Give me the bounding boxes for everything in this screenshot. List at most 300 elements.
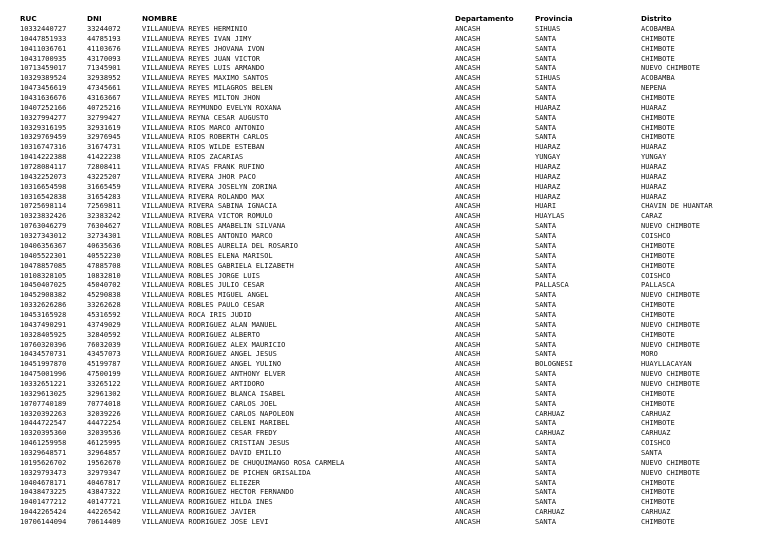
nombre-cell: VILLANUEVA RIOS ROBERTH CARLOS — [142, 133, 269, 142]
table-row — [0, 400, 768, 410]
dni-cell: 40147721 — [87, 498, 121, 507]
table-row — [0, 74, 768, 84]
table-row — [0, 232, 768, 242]
dni-cell: 33265122 — [87, 379, 121, 388]
dni-cell: 43749029 — [87, 320, 121, 329]
nombre-cell: VILLANUEVA RIOS MARCO ANTONIO — [142, 123, 265, 132]
distrito-cell: PALLASCA — [641, 281, 675, 290]
ruc-cell: 10706144094 — [20, 518, 67, 526]
departamento-cell: ANCASH — [455, 478, 481, 487]
nombre-cell: VILLANUEVA ROBLES AURELIA DEL ROSARIO — [142, 241, 298, 250]
departamento-cell: ANCASH — [455, 518, 481, 526]
provincia-cell: YUNGAY — [535, 153, 561, 162]
departamento-cell: ANCASH — [455, 34, 481, 43]
distrito-cell: ACOBAMBA — [641, 74, 675, 83]
table-row — [0, 341, 768, 351]
departamento-cell: ANCASH — [455, 64, 481, 73]
nombre-cell: VILLANUEVA REYES LUIS ARMANDO — [142, 64, 265, 73]
dni-cell: 32039226 — [87, 409, 121, 418]
departamento-cell: ANCASH — [455, 508, 481, 517]
provincia-cell: BOLOGNESI — [535, 360, 573, 369]
nombre-cell: VILLANUEVA ROBLES GABRIELA ELIZABETH — [142, 261, 294, 270]
nombre-cell: VILLANUEVA RIVERA ROLANDO MAX — [142, 192, 265, 201]
departamento-cell: ANCASH — [455, 281, 481, 290]
provincia-cell: SANTA — [535, 399, 557, 408]
nombre-cell: VILLANUEVA REYES HERMINIO — [142, 25, 248, 33]
ruc-cell: 10329648571 — [20, 448, 67, 457]
ruc-cell: 10323832426 — [20, 212, 67, 221]
departamento-cell: ANCASH — [455, 182, 481, 191]
ruc-cell: 10320395360 — [20, 429, 67, 438]
dni-cell: 19562670 — [87, 458, 121, 467]
ruc-cell: 10327343012 — [20, 232, 67, 241]
ruc-cell: 10713459017 — [20, 64, 67, 73]
provincia-cell: SANTA — [535, 34, 557, 43]
distrito-cell: COISHCO — [641, 271, 671, 280]
provincia-cell: SIHUAS — [535, 74, 561, 83]
departamento-cell: ANCASH — [455, 172, 481, 181]
provincia-cell: SANTA — [535, 261, 557, 270]
table-row — [0, 508, 768, 518]
ruc-cell: 10329793473 — [20, 468, 67, 477]
departamento-cell: ANCASH — [455, 241, 481, 250]
column-header-departamento: Departamento — [455, 14, 514, 23]
departamento-cell: ANCASH — [455, 389, 481, 398]
ruc-cell: 10327994277 — [20, 113, 67, 122]
column-header-ruc: RUC — [20, 14, 37, 23]
dni-cell: 44226542 — [87, 508, 121, 517]
table-row — [0, 281, 768, 291]
dni-cell: 40467817 — [87, 478, 121, 487]
ruc-cell: 10434570731 — [20, 350, 67, 359]
distrito-cell: CHIMBOTE — [641, 488, 675, 497]
table-row — [0, 380, 768, 390]
nombre-cell: VILLANUEVA RIOS WILDE ESTEBAN — [142, 143, 265, 152]
distrito-cell: CHIMBOTE — [641, 123, 675, 132]
departamento-cell: ANCASH — [455, 133, 481, 142]
nombre-cell: VILLANUEVA RODRIGUEZ CRISTIAN JESUS — [142, 439, 290, 448]
dni-cell: 32734301 — [87, 232, 121, 241]
table-row — [0, 173, 768, 183]
distrito-cell: CHIMBOTE — [641, 251, 675, 260]
nombre-cell: VILLANUEVA ROBLES JULIO CESAR — [142, 281, 265, 290]
provincia-cell: SANTA — [535, 340, 557, 349]
provincia-cell: SANTA — [535, 310, 557, 319]
table-row — [0, 390, 768, 400]
ruc-cell: 10108328105 — [20, 271, 67, 280]
dni-cell: 47345661 — [87, 84, 121, 93]
distrito-cell: CARHUAZ — [641, 508, 671, 517]
ruc-cell: 10707740189 — [20, 399, 67, 408]
nombre-cell: VILLANUEVA REYES MILTON JHON — [142, 94, 261, 103]
table-header — [0, 14, 768, 24]
provincia-cell: SANTA — [535, 478, 557, 487]
provincia-cell: SANTA — [535, 291, 557, 300]
dni-cell: 32799427 — [87, 113, 121, 122]
nombre-cell: VILLANUEVA RIVERA VICTOR ROMULO — [142, 212, 273, 221]
provincia-cell: SANTA — [535, 44, 557, 53]
distrito-cell: YUNGAY — [641, 153, 667, 162]
provincia-cell: SANTA — [535, 468, 557, 477]
dni-cell: 31674731 — [87, 143, 121, 152]
distrito-cell: CHIMBOTE — [641, 399, 675, 408]
ruc-cell: 10320392263 — [20, 409, 67, 418]
ruc-cell: 10316747316 — [20, 143, 67, 152]
ruc-cell: 10407252166 — [20, 103, 67, 112]
departamento-cell: ANCASH — [455, 192, 481, 201]
distrito-cell: CARHUAZ — [641, 429, 671, 438]
nombre-cell: VILLANUEVA REYES IVAN JIMY — [142, 34, 252, 43]
dni-cell: 70614409 — [87, 518, 121, 526]
ruc-cell: 10473456619 — [20, 84, 67, 93]
distrito-cell: CHIMBOTE — [641, 330, 675, 339]
table-row — [0, 360, 768, 370]
nombre-cell: VILLANUEVA ROBLES MIGUEL ANGEL — [142, 291, 269, 300]
distrito-cell: HUAYLLACAYAN — [641, 360, 692, 369]
distrito-cell: NUEVO CHIMBOTE — [641, 222, 701, 231]
dni-cell: 76032039 — [87, 340, 121, 349]
departamento-cell: ANCASH — [455, 458, 481, 467]
nombre-cell: VILLANUEVA RIOS ZACARIAS — [142, 153, 244, 162]
distrito-cell: HUARAZ — [641, 163, 667, 172]
table-row — [0, 45, 768, 55]
table-row — [0, 301, 768, 311]
table-row — [0, 321, 768, 331]
distrito-cell: NEPEÑA — [641, 84, 667, 93]
departamento-cell: ANCASH — [455, 54, 481, 63]
table-row — [0, 143, 768, 153]
column-header-provincia: Provincia — [535, 14, 573, 23]
ruc-cell: 10475001996 — [20, 370, 67, 379]
nombre-cell: VILLANUEVA RODRIGUEZ ALAN MANUEL — [142, 320, 277, 329]
ruc-cell: 10432252073 — [20, 172, 67, 181]
ruc-cell: 10328405925 — [20, 330, 67, 339]
ruc-cell: 10414222388 — [20, 153, 67, 162]
departamento-cell: ANCASH — [455, 448, 481, 457]
distrito-cell: CHIMBOTE — [641, 419, 675, 428]
provincia-cell: HUARAZ — [535, 163, 561, 172]
departamento-cell: ANCASH — [455, 409, 481, 418]
table-row — [0, 439, 768, 449]
ruc-cell: 10195626702 — [20, 458, 67, 467]
table-row — [0, 222, 768, 232]
provincia-cell: SANTA — [535, 64, 557, 73]
distrito-cell: CHIMBOTE — [641, 498, 675, 507]
provincia-cell: SANTA — [535, 448, 557, 457]
departamento-cell: ANCASH — [455, 94, 481, 103]
nombre-cell: VILLANUEVA RODRIGUEZ DE CHUQUIMANGO ROSA CARMELA — [142, 458, 345, 467]
departamento-cell: ANCASH — [455, 379, 481, 388]
nombre-cell: VILLANUEVA REYES JUAN VICTOR — [142, 54, 261, 63]
dni-cell: 32964857 — [87, 448, 121, 457]
table-row — [0, 488, 768, 498]
provincia-cell: SANTA — [535, 389, 557, 398]
nombre-cell: VILLANUEVA REYES JHOVANA IVON — [142, 44, 265, 53]
departamento-cell: ANCASH — [455, 163, 481, 172]
dni-cell: 45316592 — [87, 310, 121, 319]
table-row — [0, 55, 768, 65]
column-header-distrito: Distrito — [641, 14, 672, 23]
distrito-cell: COISHCO — [641, 232, 671, 241]
table-row — [0, 94, 768, 104]
provincia-cell: SANTA — [535, 301, 557, 310]
provincia-cell: HUARAZ — [535, 103, 561, 112]
table-row — [0, 410, 768, 420]
departamento-cell: ANCASH — [455, 251, 481, 260]
distrito-cell: SANTA — [641, 448, 663, 457]
dni-cell: 31665459 — [87, 182, 121, 191]
ruc-cell: 10447851933 — [20, 34, 67, 43]
departamento-cell: ANCASH — [455, 143, 481, 152]
departamento-cell: ANCASH — [455, 84, 481, 93]
distrito-cell: NUEVO CHIMBOTE — [641, 468, 701, 477]
distrito-cell: NUEVO CHIMBOTE — [641, 320, 701, 329]
departamento-cell: ANCASH — [455, 74, 481, 83]
provincia-cell: HUAYLAS — [535, 212, 565, 221]
distrito-cell: CHIMBOTE — [641, 261, 675, 270]
ruc-cell: 10452908382 — [20, 291, 67, 300]
dni-cell: 32931619 — [87, 123, 121, 132]
provincia-cell: SANTA — [535, 518, 557, 526]
nombre-cell: VILLANUEVA RIVERA SABINA IGNACIA — [142, 202, 277, 211]
nombre-cell: VILLANUEVA RODRIGUEZ CELENI MARIBEL — [142, 419, 290, 428]
provincia-cell: SANTA — [535, 232, 557, 241]
table-row — [0, 252, 768, 262]
table-row — [0, 311, 768, 321]
nombre-cell: VILLANUEVA RODRIGUEZ ALEX MAURICIO — [142, 340, 286, 349]
ruc-cell: 10451997870 — [20, 360, 67, 369]
provincia-cell: PALLASCA — [535, 281, 569, 290]
provincia-cell: SANTA — [535, 241, 557, 250]
dni-cell: 43457073 — [87, 350, 121, 359]
provincia-cell: SANTA — [535, 84, 557, 93]
table-row — [0, 331, 768, 341]
table-row — [0, 153, 768, 163]
departamento-cell: ANCASH — [455, 44, 481, 53]
departamento-cell: ANCASH — [455, 419, 481, 428]
ruc-cell: 10431636676 — [20, 94, 67, 103]
column-header-dni: DNI — [87, 14, 102, 23]
dni-cell: 44785193 — [87, 34, 121, 43]
table-row — [0, 64, 768, 74]
table-row — [0, 459, 768, 469]
departamento-cell: ANCASH — [455, 261, 481, 270]
table-row — [0, 429, 768, 439]
provincia-cell: SANTA — [535, 94, 557, 103]
departamento-cell: ANCASH — [455, 429, 481, 438]
table-row — [0, 291, 768, 301]
table-row — [0, 370, 768, 380]
provincia-cell: SIHUAS — [535, 25, 561, 33]
distrito-cell: HUARAZ — [641, 182, 667, 191]
ruc-cell: 10316542838 — [20, 192, 67, 201]
provincia-cell: SANTA — [535, 123, 557, 132]
nombre-cell: VILLANUEVA RODRIGUEZ HECTOR FERNANDO — [142, 488, 294, 497]
dni-cell: 10832810 — [87, 271, 121, 280]
departamento-cell: ANCASH — [455, 271, 481, 280]
table-row — [0, 35, 768, 45]
dni-cell: 33262628 — [87, 301, 121, 310]
dni-cell: 40635636 — [87, 241, 121, 250]
dni-cell: 47885708 — [87, 261, 121, 270]
table-row — [0, 25, 768, 35]
distrito-cell: CHIMBOTE — [641, 478, 675, 487]
table-row — [0, 202, 768, 212]
ruc-cell: 10411036761 — [20, 44, 67, 53]
provincia-cell: CARHUAZ — [535, 409, 565, 418]
distrito-cell: CHAVIN DE HUANTAR — [641, 202, 713, 211]
nombre-cell: VILLANUEVA ROBLES ELENA MARISOL — [142, 251, 273, 260]
ruc-cell: 10760320396 — [20, 340, 67, 349]
dni-cell: 70774018 — [87, 399, 121, 408]
provincia-cell: HUARI — [535, 202, 557, 211]
provincia-cell: HUARAZ — [535, 192, 561, 201]
dni-cell: 43225207 — [87, 172, 121, 181]
table-row — [0, 212, 768, 222]
departamento-cell: ANCASH — [455, 488, 481, 497]
dni-cell: 43163667 — [87, 94, 121, 103]
ruc-cell: 10329316195 — [20, 123, 67, 132]
distrito-cell: CHIMBOTE — [641, 44, 675, 53]
departamento-cell: ANCASH — [455, 468, 481, 477]
dni-cell: 45199787 — [87, 360, 121, 369]
table-row — [0, 84, 768, 94]
departamento-cell: ANCASH — [455, 310, 481, 319]
distrito-cell: CHIMBOTE — [641, 113, 675, 122]
nombre-cell: VILLANUEVA RODRIGUEZ ANTHONY ELVER — [142, 370, 286, 379]
table-row — [0, 479, 768, 489]
dni-cell: 33244072 — [87, 25, 121, 33]
provincia-cell: SANTA — [535, 458, 557, 467]
table-row — [0, 419, 768, 429]
distrito-cell: NUEVO CHIMBOTE — [641, 370, 701, 379]
nombre-cell: VILLANUEVA RODRIGUEZ JOSE LEVI — [142, 518, 269, 526]
provincia-cell: HUARAZ — [535, 182, 561, 191]
dni-cell: 32961302 — [87, 389, 121, 398]
dni-cell: 32840592 — [87, 330, 121, 339]
dni-cell: 72808411 — [87, 163, 121, 172]
distrito-cell: CHIMBOTE — [641, 301, 675, 310]
table-row — [0, 350, 768, 360]
distrito-cell: NUEVO CHIMBOTE — [641, 291, 701, 300]
nombre-cell: VILLANUEVA RODRIGUEZ ANGEL YULINO — [142, 360, 282, 369]
departamento-cell: ANCASH — [455, 301, 481, 310]
ruc-cell: 10461259958 — [20, 439, 67, 448]
dni-cell: 71345901 — [87, 64, 121, 73]
distrito-cell: NUEVO CHIMBOTE — [641, 340, 701, 349]
nombre-cell: VILLANUEVA RODRIGUEZ CARLOS JOEL — [142, 399, 277, 408]
ruc-cell: 10444722547 — [20, 419, 67, 428]
table-row — [0, 124, 768, 134]
table-row — [0, 518, 768, 528]
dni-cell: 32039536 — [87, 429, 121, 438]
dni-cell: 40552230 — [87, 251, 121, 260]
ruc-cell: 10329389524 — [20, 74, 67, 83]
provincia-cell: SANTA — [535, 419, 557, 428]
distrito-cell: CHIMBOTE — [641, 310, 675, 319]
ruc-cell: 10453165928 — [20, 310, 67, 319]
ruc-cell: 10437490291 — [20, 320, 67, 329]
provincia-cell: SANTA — [535, 54, 557, 63]
nombre-cell: VILLANUEVA REYES MAXIMO SANTOS — [142, 74, 269, 83]
distrito-cell: CHIMBOTE — [641, 94, 675, 103]
departamento-cell: ANCASH — [455, 320, 481, 329]
nombre-cell: VILLANUEVA RODRIGUEZ DE PICHEN GRISALIDA — [142, 468, 311, 477]
dni-cell: 32976945 — [87, 133, 121, 142]
provincia-cell: SANTA — [535, 320, 557, 329]
provincia-cell: SANTA — [535, 271, 557, 280]
departamento-cell: ANCASH — [455, 202, 481, 211]
nombre-cell: VILLANUEVA RODRIGUEZ ELIEZER — [142, 478, 261, 487]
departamento-cell: ANCASH — [455, 103, 481, 112]
table-row — [0, 262, 768, 272]
provincia-cell: HUARAZ — [535, 143, 561, 152]
distrito-cell: HUARAZ — [641, 172, 667, 181]
departamento-cell: ANCASH — [455, 25, 481, 33]
nombre-cell: VILLANUEVA RODRIGUEZ ANGEL JESUS — [142, 350, 277, 359]
ruc-cell: 10332440727 — [20, 25, 67, 33]
ruc-cell: 10316654598 — [20, 182, 67, 191]
departamento-cell: ANCASH — [455, 123, 481, 132]
table-row — [0, 469, 768, 479]
nombre-cell: VILLANUEVA REYNA CESAR AUGUSTO — [142, 113, 269, 122]
ruc-cell: 10478857085 — [20, 261, 67, 270]
nombre-cell: VILLANUEVA RODRIGUEZ CESAR FREDY — [142, 429, 277, 438]
dni-cell: 45040702 — [87, 281, 121, 290]
dni-cell: 72569811 — [87, 202, 121, 211]
distrito-cell: HUARAZ — [641, 192, 667, 201]
departamento-cell: ANCASH — [455, 360, 481, 369]
table-row — [0, 114, 768, 124]
dni-cell: 47500199 — [87, 370, 121, 379]
departamento-cell: ANCASH — [455, 340, 481, 349]
table-row — [0, 183, 768, 193]
distrito-cell: MORO — [641, 350, 658, 359]
ruc-cell: 10763046279 — [20, 222, 67, 231]
departamento-cell: ANCASH — [455, 399, 481, 408]
provincia-cell: SANTA — [535, 330, 557, 339]
table-row — [0, 498, 768, 508]
dni-cell: 46125995 — [87, 439, 121, 448]
distrito-cell: COISHCO — [641, 439, 671, 448]
table-row — [0, 449, 768, 459]
nombre-cell: VILLANUEVA RODRIGUEZ CARLOS NAPOLEON — [142, 409, 294, 418]
dni-cell: 31654283 — [87, 192, 121, 201]
nombre-cell: VILLANUEVA RIVERA JHOR PACO — [142, 172, 256, 181]
dni-cell: 41103676 — [87, 44, 121, 53]
nombre-cell: VILLANUEVA ROBLES JORGE LUIS — [142, 271, 261, 280]
nombre-cell: VILLANUEVA RODRIGUEZ JAVIER — [142, 508, 256, 517]
distrito-cell: NUEVO CHIMBOTE — [641, 379, 701, 388]
ruc-cell: 10332626286 — [20, 301, 67, 310]
departamento-cell: ANCASH — [455, 153, 481, 162]
table-row — [0, 133, 768, 143]
departamento-cell: ANCASH — [455, 222, 481, 231]
ruc-cell: 10728084117 — [20, 163, 67, 172]
nombre-cell: VILLANUEVA RIVAS FRANK RUFINO — [142, 163, 265, 172]
departamento-cell: ANCASH — [455, 498, 481, 507]
table-row — [0, 163, 768, 173]
departamento-cell: ANCASH — [455, 113, 481, 122]
distrito-cell: ACOBAMBA — [641, 25, 675, 33]
departamento-cell: ANCASH — [455, 370, 481, 379]
departamento-cell: ANCASH — [455, 291, 481, 300]
provincia-cell: SANTA — [535, 222, 557, 231]
dni-cell: 43170093 — [87, 54, 121, 63]
provincia-cell: CARHUAZ — [535, 508, 565, 517]
ruc-cell: 10329613025 — [20, 389, 67, 398]
dni-cell: 41422238 — [87, 153, 121, 162]
